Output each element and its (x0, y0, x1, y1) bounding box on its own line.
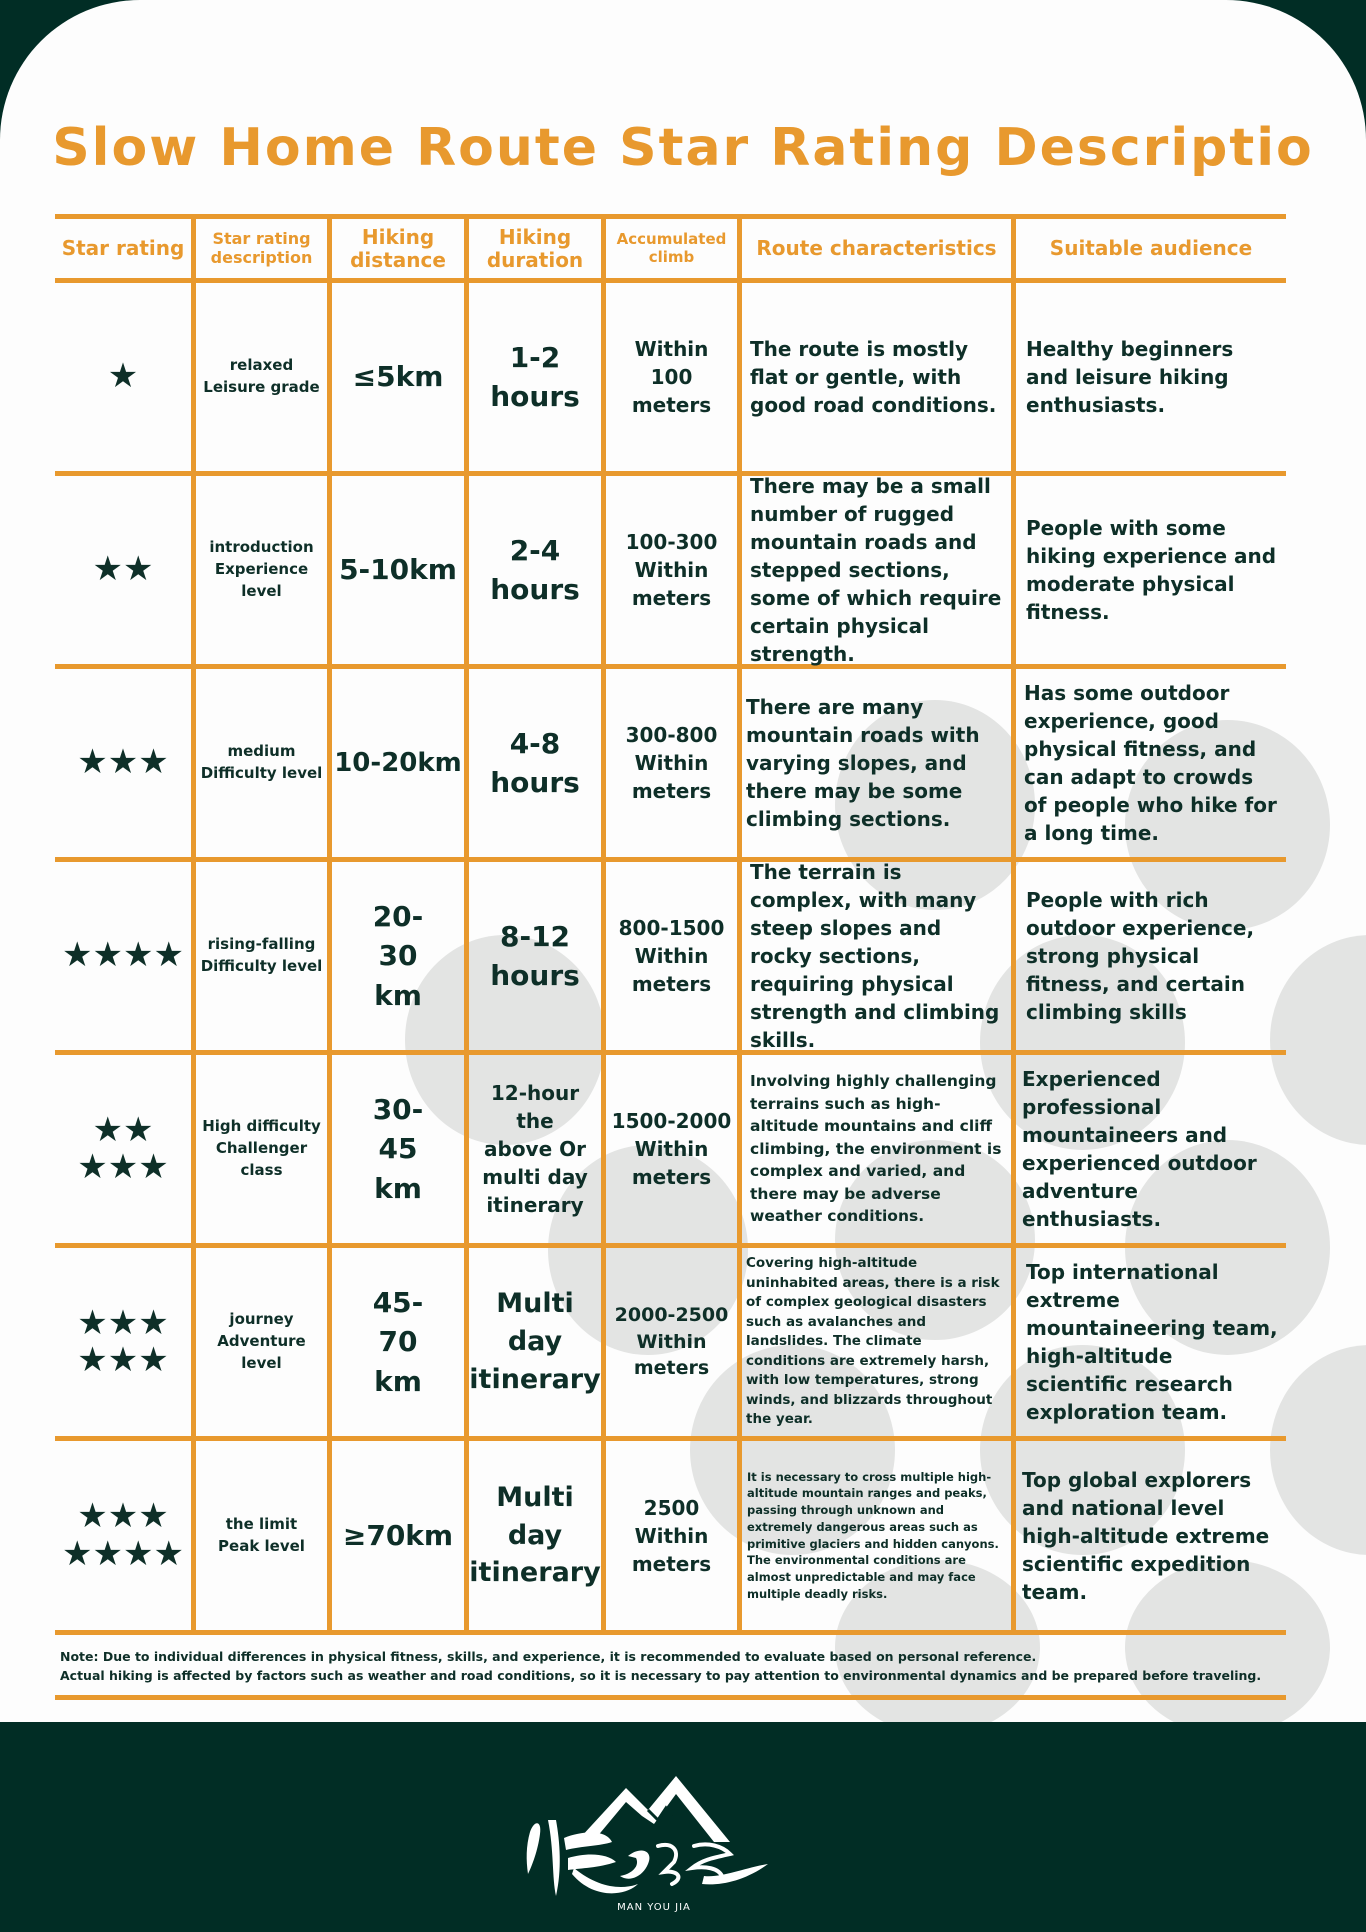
table-row-route: The terrain is complex, with many steep slopes and rocky sections, requiring physical strength and climbing skills. (750, 860, 1000, 1052)
table-row-duration: 8-12 hours (490, 919, 580, 992)
table-row-distance: 20-30 km (372, 900, 424, 1012)
table-row-distance: 30-45 km (372, 1093, 424, 1205)
star-icon: ★★★ (77, 742, 169, 783)
table-row-distance: ≥70km (342, 1518, 454, 1552)
table-row-climb: 2500 Within meters (631, 1495, 712, 1576)
logo-caption: MAN YOU JIA (617, 1902, 691, 1913)
table-row-duration: Multi day itinerary (469, 1288, 601, 1395)
table-row-stars (55, 476, 191, 664)
star-icon: ★★★ (77, 1147, 169, 1187)
table-border (55, 1695, 1286, 1700)
table-row-climb: 2000-2500 Within meters (614, 1304, 729, 1380)
table-row-audience: Has some outdoor experience, good physical fitness, and can adapt to crowds of people who hike for a long time. (1024, 681, 1277, 845)
table-row-climb: Within 100 meters (631, 337, 712, 417)
table-row-stars (55, 862, 191, 1050)
table-row-distance: ≤5km (352, 360, 444, 394)
table-row-route: It is necessary to cross multiple high-altitude mountain ranges and peaks, passing through unknown and extremely dangerous areas such as primitive glaciers and hidden canyons. The environmental conditions are almost unpredictable and may face multiple deadly risks. (747, 1469, 999, 1601)
table-row-duration: 4-8 hours (490, 726, 580, 799)
header-star-rating: Star rating (61, 236, 185, 260)
table-row-description: relaxed Leisure grade (203, 356, 320, 396)
table-row-audience: Top global explorers and national level high-altitude extreme scientific expedition team. (1022, 1467, 1270, 1604)
table-row-stars (55, 283, 191, 471)
table-row-description: rising-falling Difficulty level (200, 935, 323, 975)
table-row-audience: Experienced professional mountaineers and experienced outdoor adventure enthusiasts. (1022, 1067, 1257, 1231)
table-row-description: introduction Experience level (209, 538, 314, 600)
star-icon: ★★★★ (62, 935, 184, 976)
star-icon: ★★★ (77, 1340, 169, 1380)
table-row-stars (55, 669, 191, 857)
header-accumulated-climb: Accumulated climb (616, 230, 727, 266)
table-row-audience: People with rich outdoor experience, strong physical fitness, and certain climbing skills (1026, 888, 1255, 1024)
table-border (55, 1630, 1286, 1635)
table-row-distance: 5-10km (339, 553, 457, 587)
table-row-route: The route is mostly flat or gentle, with good road conditions. (750, 337, 997, 417)
table-row-description: High difficulty Challenger class (202, 1117, 321, 1179)
star-icon: ★ (107, 356, 139, 397)
table-row-route: There are many mountain roads with varying slopes, and there may be some climbing sections. (746, 695, 980, 831)
footnote (60, 1648, 1261, 1686)
star-icon: ★★★ (77, 1496, 169, 1537)
brand-logo-icon (508, 1750, 778, 1915)
table-row-audience: People with some hiking experience and moderate physical fitness. (1026, 516, 1277, 624)
star-icon: ★★★ (77, 1302, 169, 1343)
table-row-duration: Multi day itinerary (469, 1481, 601, 1589)
footnote-line: Actual hiking is affected by factors such as weather and road conditions, so it is necessary to pay attention to environmental dynamics and be prepared before traveling. (60, 1667, 1262, 1683)
table-row-description: the limit Peak level (218, 1514, 305, 1555)
table-row-route: Covering high-altitude uninhabited areas, there is a risk of complex geological disasters such as avalanches and landslides. The climate conditions are extremely harsh, with low temperatures, strong winds, and blizzards throughout the year. (746, 1254, 1000, 1428)
table-row-distance: 45-70 km (372, 1286, 424, 1398)
table-row-duration: 2-4 hours (490, 533, 580, 606)
footnote-line: Note: Due to individual differences in physical fitness, skills, and experience, it is recommended to evaluate based on personal reference. (60, 1649, 1037, 1664)
header-hiking-duration: Hiking duration (486, 224, 584, 272)
table-row-stars (55, 1248, 191, 1436)
table-row-description: medium Difficulty level (200, 742, 323, 782)
star-icon: ★★ (92, 549, 154, 590)
table-row-duration: 1-2 hours (490, 340, 580, 413)
table-row-audience: Healthy beginners and leisure hiking enthusiasts. (1026, 337, 1234, 417)
table-row-stars (55, 1441, 191, 1630)
table-row-climb: 1500-2000 Within meters (611, 1109, 732, 1189)
table-row-stars (55, 1055, 191, 1243)
star-icon: ★★ (92, 1109, 154, 1150)
star-icon: ★★★★ (62, 1533, 184, 1574)
table-row-distance: 10-20km (334, 747, 462, 778)
table-row-route: There may be a small number of rugged mountain roads and stepped sections, some of which require certain physical strength. (750, 474, 1002, 666)
page-title: Slow Home Route Star Rating Descriptio (52, 118, 1314, 178)
table-row-duration: 12-hour the above Or multi day itinerary (482, 1081, 588, 1217)
header-star-rating-description: Star rating description (210, 229, 313, 267)
table-row-route: Involving highly challenging terrains such as high-altitude mountains and cliff climbing, the environment is complex and varied, and there may be adverse weather conditions. (750, 1072, 1002, 1226)
table-row-description: journey Adventure level (217, 1310, 306, 1372)
header-hiking-distance: Hiking distance (350, 224, 446, 272)
table-row-climb: 100-300 Within meters (625, 530, 718, 610)
header-route-characteristics: Route characteristics (756, 236, 997, 260)
table-row-climb: 800-1500 Within meters (618, 916, 725, 996)
header-suitable-audience: Suitable audience (1049, 236, 1253, 260)
table-row-climb: 300-800 Within meters (625, 723, 718, 803)
table-row-audience: Top international extreme mountaineering team, high-altitude scientific research exploration team. (1026, 1260, 1278, 1424)
